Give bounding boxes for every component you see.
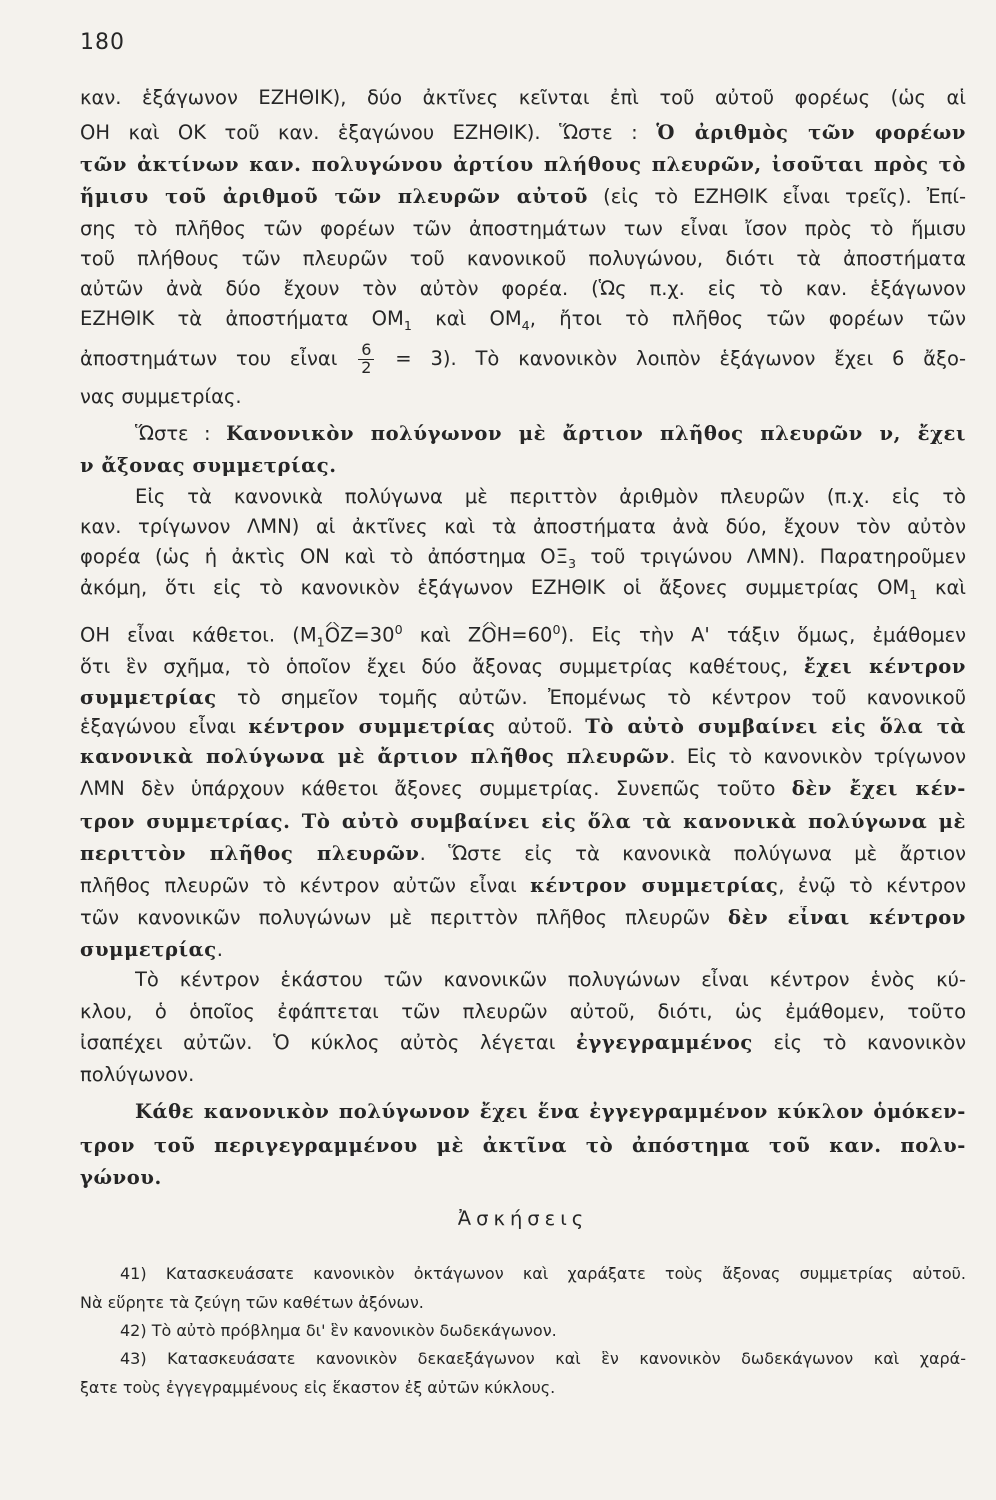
text-line: καν. ἑξάγωνον ΕΖΗΘΙΚ), δύο ἀκτῖνες κεῖνται ἐπὶ τοῦ αὐτοῦ φορέως (ὡς αἱ — [80, 86, 966, 109]
text-line: καν. τρίγωνον ΛΜΝ) αἱ ἀκτῖνες καὶ τὰ ἀποστήματα ἀνὰ δύο, ἔχουν τὸν αὐτὸν — [80, 515, 966, 538]
text-line: ΛΜΝ δὲν ὑπάρχουν κάθετοι ἄξονες συμμετρίας. Συνεπῶς τοῦτο δὲν ἔχει κέν- — [80, 777, 966, 800]
text-line: κανονικὰ πολύγωνα μὲ ἄρτιον πλῆθος πλευρῶν. Εἰς τὸ κανονικὸν τρίγωνον — [80, 745, 966, 768]
text-line: ἥμισυ τοῦ ἀριθμοῦ τῶν πλευρῶν αὐτοῦ (εἰς τὸ ΕΖΗΘΙΚ εἶναι τρεῖς). Ἐπί- — [80, 185, 966, 208]
exercise-line: Νὰ εὕρητε τὰ ζεύγη τῶν καθέτων ἀξόνων. — [80, 1293, 424, 1312]
exercise-line: 42) Τὸ αὐτὸ πρόβλημα δι' ἓν κανονικὸν δωδεκάγωνον. — [120, 1321, 557, 1340]
text-line: ἰσαπέχει αὐτῶν. Ὁ κύκλος αὐτὸς λέγεται ἐγγεγραμμένος εἰς τὸ κανονικὸν — [80, 1031, 966, 1054]
text-line: γώνου. — [80, 1166, 162, 1189]
text-line: πολύγωνον. — [80, 1063, 195, 1086]
text-line: τῶν κανονικῶν πολυγώνων μὲ περιττὸν πλῆθος πλευρῶν δὲν εἶναι κέντρον — [80, 906, 966, 929]
text-line: Ὥστε : Κανονικὸν πολύγωνον μὲ ἄρτιον πλῆθος πλευρῶν ν, ἔχει — [135, 422, 966, 445]
text-line: ΟΗ εἶναι κάθετοι. ($M_1OZ=30^0$ καὶ $ZOH=60^0$). Εἰς τὴν Α' τάξιν ὅμως, ἐμάθομεν — [80, 622, 966, 650]
text-line: ν ἄξονας συμμετρίας. — [80, 454, 337, 477]
text-line: τοῦ πλήθους τῶν πλευρῶν τοῦ κανονικοῦ πολυγώνου, διότι τὰ ἀποστήματα — [80, 247, 966, 270]
exercise-line: 43) Κατασκευάσατε κανονικὸν δεκαεξάγωνον καὶ ἓν κανονικὸν δωδεκάγωνον καὶ χαρά- — [120, 1349, 966, 1368]
text-line: ἀποστημάτων του εἶναι $\frac{6}{2}$ = 3). Τὸ κανονικὸν λοιπὸν ἑξάγωνον ἔχει 6 ἄξο- — [80, 340, 966, 377]
text-line: αὐτῶν ἀνὰ δύο ἔχουν τὸν αὐτὸν φορέα. (Ὡς π.χ. εἰς τὸ καν. ἑξάγωνον — [80, 277, 966, 300]
exercise-line: 41) Κατασκευάσατε κανονικὸν ὀκτάγωνον καὶ χαράξατε τοὺς ἄξονας συμμετρίας αὐτοῦ. — [120, 1264, 966, 1283]
text-line: πλῆθος πλευρῶν τὸ κέντρον αὐτῶν εἶναι κέντρον συμμετρίας, ἐνῷ τὸ κέντρον — [80, 874, 966, 897]
text-line: ὅτι ἓν σχῆμα, τὸ ὁποῖον ἔχει δύο ἄξονας συμμετρίας καθέτους, ἔχει κέντρον — [80, 655, 966, 678]
exercise-line: ξατε τοὺς ἐγγεγραμμένους εἰς ἕκαστον ἐξ αὐτῶν κύκλους. — [80, 1378, 556, 1397]
text-line: κλου, ὁ ὁποῖος ἐφάπτεται τῶν πλευρῶν αὐτοῦ, διότι, ὡς ἐμάθομεν, τοῦτο — [80, 1000, 966, 1023]
exercises-heading: Ἀσκήσεις — [457, 1207, 589, 1230]
text-line: Κάθε κανονικὸν πολύγωνον ἔχει ἕνα ἐγγεγραμμένον κύκλον ὁμόκεν- — [135, 1100, 966, 1123]
text-line: τρον συμμετρίας. Τὸ αὐτὸ συμβαίνει εἰς ὅλα τὰ κανονικὰ πολύγωνα μὲ — [80, 810, 966, 833]
text-line: ΟΗ καὶ ΟΚ τοῦ καν. ἑξαγώνου ΕΖΗΘΙΚ). Ὥστε : Ὁ ἀριθμὸς τῶν φορέων — [80, 121, 966, 144]
text-line: περιττὸν πλῆθος πλευρῶν. Ὥστε εἰς τὰ κανονικὰ πολύγωνα μὲ ἄρτιον — [80, 842, 966, 865]
text-line: ἑξαγώνου εἶναι κέντρον συμμετρίας αὐτοῦ. Τὸ αὐτὸ συμβαίνει εἰς ὅλα τὰ — [80, 715, 966, 738]
text-line: συμμετρίας. — [80, 938, 223, 961]
text-line: Τὸ κέντρον ἑκάστου τῶν κανονικῶν πολυγώνων εἶναι κέντρον ἑνὸς κύ- — [135, 968, 966, 991]
text-line: φορέα (ὡς ἡ ἀκτὶς ΟΝ καὶ τὸ ἀπόστημα $O\Xi_3$ τοῦ τριγώνου ΛΜΝ). Παρατηροῦμεν — [80, 545, 966, 571]
fraction: $\frac{6}{2}$ — [358, 342, 374, 377]
text-line: τῶν ἀκτίνων καν. πολυγώνου ἀρτίου πλήθους πλευρῶν, ἰσοῦται πρὸς τὸ — [80, 153, 966, 176]
text-line: ΕΖΗΘΙΚ τὰ ἀποστήματα $OM_1$ καὶ $OM_4$, ἤτοι τὸ πλῆθος τῶν φορέων τῶν — [80, 307, 966, 333]
text-line: Εἰς τὰ κανονικὰ πολύγωνα μὲ περιττὸν ἀριθμὸν πλευρῶν (π.χ. εἰς τὸ — [135, 485, 966, 508]
text-line: σης τὸ πλῆθος τῶν φορέων τῶν ἀποστημάτων των εἶναι ἴσον πρὸς τὸ ἥμισυ — [80, 217, 966, 240]
text-line: ἀκόμη, ὅτι εἰς τὸ κανονικὸν ἑξάγωνον ΕΖΗΘΙΚ οἱ ἄξονες συμμετρίας $OM_1$ καὶ — [80, 576, 966, 602]
text-line: νας συμμετρίας. — [80, 385, 242, 408]
text-line: συμμετρίας τὸ σημεῖον τομῆς αὐτῶν. Ἐπομένως τὸ κέντρον τοῦ κανονικοῦ — [80, 686, 966, 709]
text-line: τρον τοῦ περιγεγραμμένου μὲ ἀκτῖνα τὸ ἀπόστημα τοῦ καν. πολυ- — [80, 1134, 966, 1157]
page-number: 180 — [80, 30, 125, 55]
